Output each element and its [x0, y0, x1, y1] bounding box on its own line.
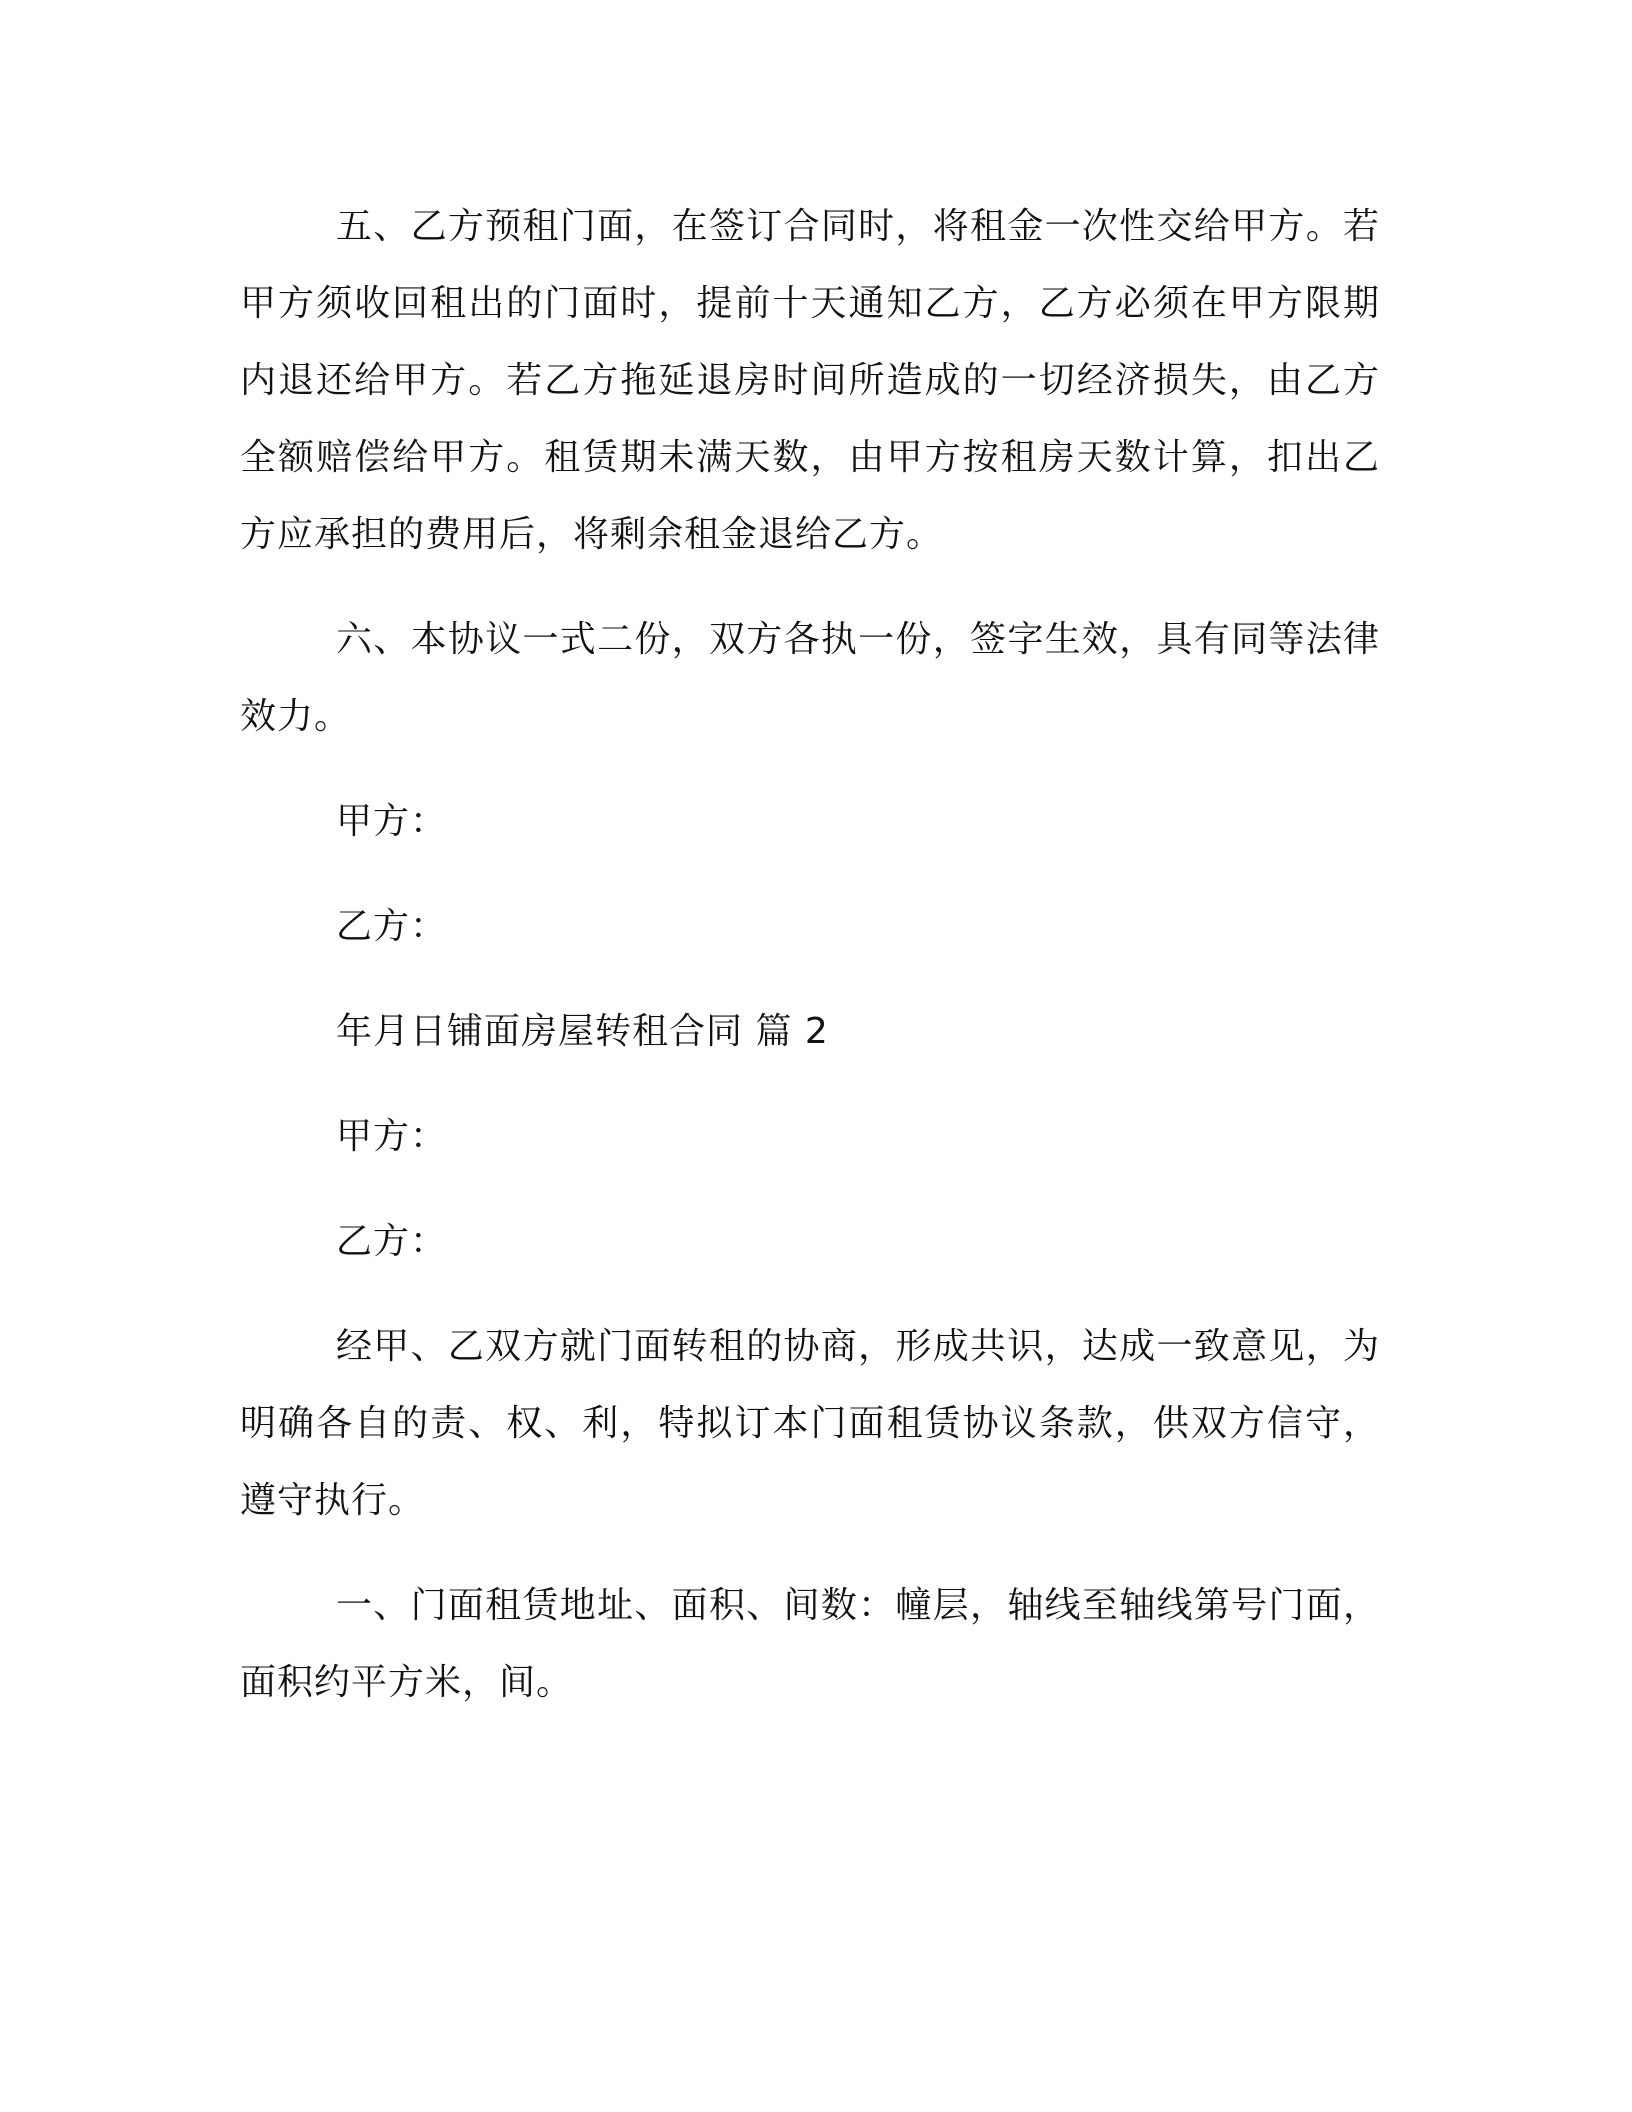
document-body [240, 188, 1380, 1721]
party-b-label: 乙方： [336, 1221, 448, 1262]
party-a-label: 甲方： [336, 1116, 448, 1157]
contract-2-heading: 年月日铺面房屋转租合同 篇 2 [336, 1011, 829, 1052]
party-b-signature-label: 乙方： [336, 906, 448, 947]
clause-6-paragraph: 六、本协议一式二份，双方各执一份，签字生效，具有同等法律效力。 [240, 619, 1380, 737]
intro-paragraph: 经甲、乙双方就门面转租的协商，形成共识，达成一致意见，为明确各自的责、权、利，特拟订本门面租赁协议条款，供双方信守，遵守执行。 [240, 1326, 1380, 1521]
party-a-signature-label: 甲方： [336, 801, 448, 842]
clause-1-paragraph: 一、门面租赁地址、面积、间数：幢层，轴线至轴线第号门面，面积约平方米，间。 [240, 1585, 1380, 1703]
clause-5-paragraph: 五、乙方预租门面，在签订合同时，将租金一次性交给甲方。若甲方须收回租出的门面时，提前十天通知乙方，乙方必须在甲方限期内退还给甲方。若乙方拖延退房时间所造成的一切经济损失，由乙方全额赔偿给甲方。租赁期未满天数，由甲方按租房天数计算，扣出乙方应承担的费用后，将剩余租金退给乙方。 [240, 206, 1380, 555]
